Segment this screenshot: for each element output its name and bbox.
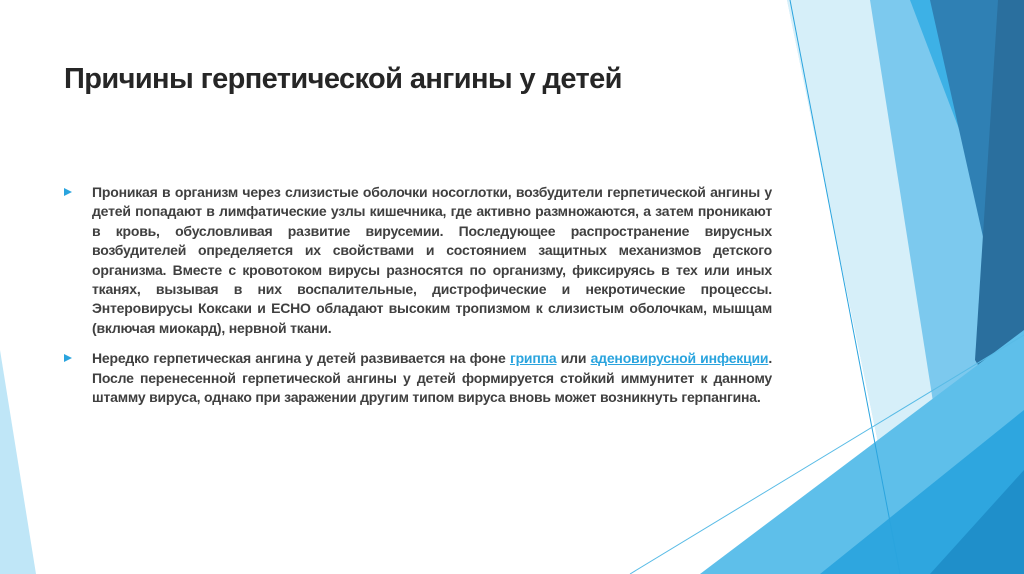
link-flu[interactable]: гриппа (509, 350, 557, 367)
bullet-text-start: Нередко герпетическая ангина у детей развивается на фоне (92, 350, 510, 367)
slide-title: Причины герпетической ангины у детей (64, 63, 622, 95)
bullet-text-end: . После перенесенной герпетической ангины у детей формируется стойкий иммунитет к данному штамму вируса, однако при заражении другим типом вируса вновь может возникнуть герпангина. (92, 350, 773, 406)
bullet-item-immunity (64, 349, 772, 407)
triangle-bullet-icon (64, 188, 72, 196)
slide-body (64, 183, 772, 418)
bullet-text: Проникая в организм через слизистые оболочки носоглотки, возбудители герпетической ангины у детей попадают в лимфатические узлы кишечника, где активно размножаются, а затем проникают в кровь, обусловливая развитие вирусемии. Последующее распространение вирусных возбудителей определяется их свойствами и состоянием защитных механизмов детского организма. Вместе с кровотоком вирусы разносятся по организму, фиксируясь в тех или иных тканях, вызывая в них воспалительные, дистрофические и некротические процессы. Энтеровирусы Коксаки и ECHO обладают высоким тропизмом к слизистым оболочкам, мышцам (включая миокард), нервной ткани. (92, 184, 772, 336)
bullet-text-middle: или (556, 350, 591, 367)
triangle-bullet-icon (64, 354, 72, 362)
link-adenovirus-infection[interactable]: аденовирусной инфекции (590, 350, 769, 367)
left-edge-shape (0, 350, 36, 574)
bullet-item-causes (64, 183, 772, 338)
